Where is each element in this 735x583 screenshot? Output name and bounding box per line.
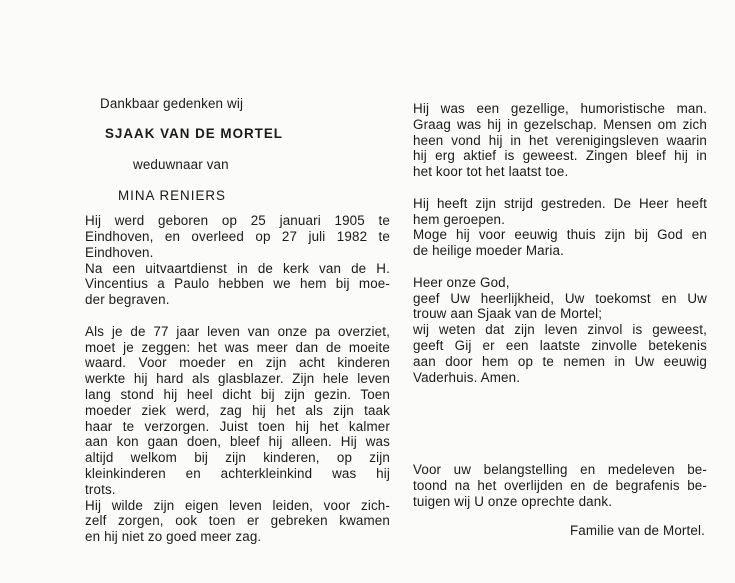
text-line: Na een uitvaartdienst in de kerk van de H.	[85, 260, 390, 276]
intro-heading: Dankbaar gedenken wij	[100, 96, 244, 111]
faith-paragraph	[413, 196, 707, 259]
text-line: Hij heeft zijn strijd gestreden. De Heer heeft	[413, 195, 707, 211]
text-line: moeder ziek werd, zag hij het als zijn taak	[85, 402, 390, 418]
text-line: geeft Gij er een laatste zinvolle betekenis	[413, 337, 707, 353]
text-line: Hij werd geboren op 25 januari 1905 te	[85, 213, 390, 229]
text-line: aan kon gaan doen, bleef hij alleen. Hij was	[85, 434, 390, 450]
text-line: waard. Voor moeder en zijn acht kinderen	[85, 355, 390, 371]
text-line: trots.	[85, 481, 116, 497]
text-line: Voor uw belangstelling en medeleven be-	[413, 462, 707, 477]
text-line: altijd welkom bij zijn kinderen, op zijn	[85, 450, 390, 466]
text-line: kleinkinderen en achterkleinkind was hij	[85, 465, 390, 481]
thanks-paragraph	[413, 462, 707, 509]
life-paragraph	[85, 324, 390, 498]
text-line: der begraven.	[85, 292, 170, 308]
independence-paragraph	[85, 498, 390, 545]
text-line: Moge hij voor eeuwig thuis zijn bij God en	[413, 227, 707, 243]
text-line: Heer onze God,	[413, 274, 510, 290]
text-line: geef Uw heerlijkheid, Uw toekomst en Uw	[413, 290, 707, 306]
text-line: Vincentius a Paulo hebben we hem bij moe-	[85, 276, 390, 292]
text-line: Als je de 77 jaar leven van onze pa overziet,	[85, 323, 390, 339]
text-line: moet je zeggen: het was meer dan de moeite	[85, 339, 390, 355]
signature-block	[413, 523, 707, 539]
text-line: wij weten dat zijn leven zinvol is geweest,	[413, 322, 707, 338]
text-line: zelf zorgen, ook toen er gebreken kwamen	[85, 513, 390, 529]
text-line: Hij wilde zijn eigen leven leiden, voor zich-	[85, 497, 390, 513]
text-line: en hij niet zo goed meer zag.	[85, 529, 262, 545]
left-column	[85, 96, 390, 545]
relation-text: weduwnaar van	[133, 156, 229, 172]
text-line: trouw aan Sjaak van de Mortel;	[413, 306, 603, 322]
text-line: Graag was hij in gezelschap. Mensen om zich	[413, 116, 707, 132]
text-line: haar te verzorgen. Juist toen hij het kalmer	[85, 418, 390, 434]
text-line: lang stond hij heel dicht bij zijn gezin. Toen	[85, 386, 390, 402]
text-line: toond na het overlijden en de begrafenis be-	[413, 477, 707, 493]
prayer-paragraph	[413, 275, 707, 386]
text-line: de heilige moeder Maria.	[413, 243, 564, 259]
funeral-paragraph	[85, 261, 390, 308]
text-line: het koor tot het laatst toe.	[413, 164, 569, 180]
spouse-name: MINA RENIERS	[118, 188, 226, 204]
right-column	[413, 101, 707, 385]
character-paragraph	[413, 101, 707, 180]
text-line: werkte hij hard als glasblazer. Zijn hele leven	[85, 371, 390, 387]
text-line: tuigen wij U onze oprechte dank.	[413, 493, 613, 509]
text-line: aan door hem op te nemen in Uw eeuwig	[413, 353, 707, 369]
text-line: Eindhoven.	[85, 244, 154, 260]
family-signature: Familie van de Mortel.	[569, 523, 705, 538]
text-line: Vaderhuis. Amen.	[413, 369, 521, 385]
text-line: hem geroepen.	[413, 211, 506, 227]
text-line: Eindhoven, en overleed op 27 juli 1982 te	[85, 228, 390, 244]
text-line: Hij was een gezellige, humoristische man.	[413, 101, 707, 116]
text-line: heen vond hij in het verenigingsleven waarin	[413, 132, 707, 148]
birth-death-paragraph	[85, 213, 390, 260]
deceased-name: SJAAK VAN DE MORTEL	[105, 125, 283, 141]
text-line: hij erg aktief is geweest. Zingen bleef hij in	[413, 148, 707, 164]
